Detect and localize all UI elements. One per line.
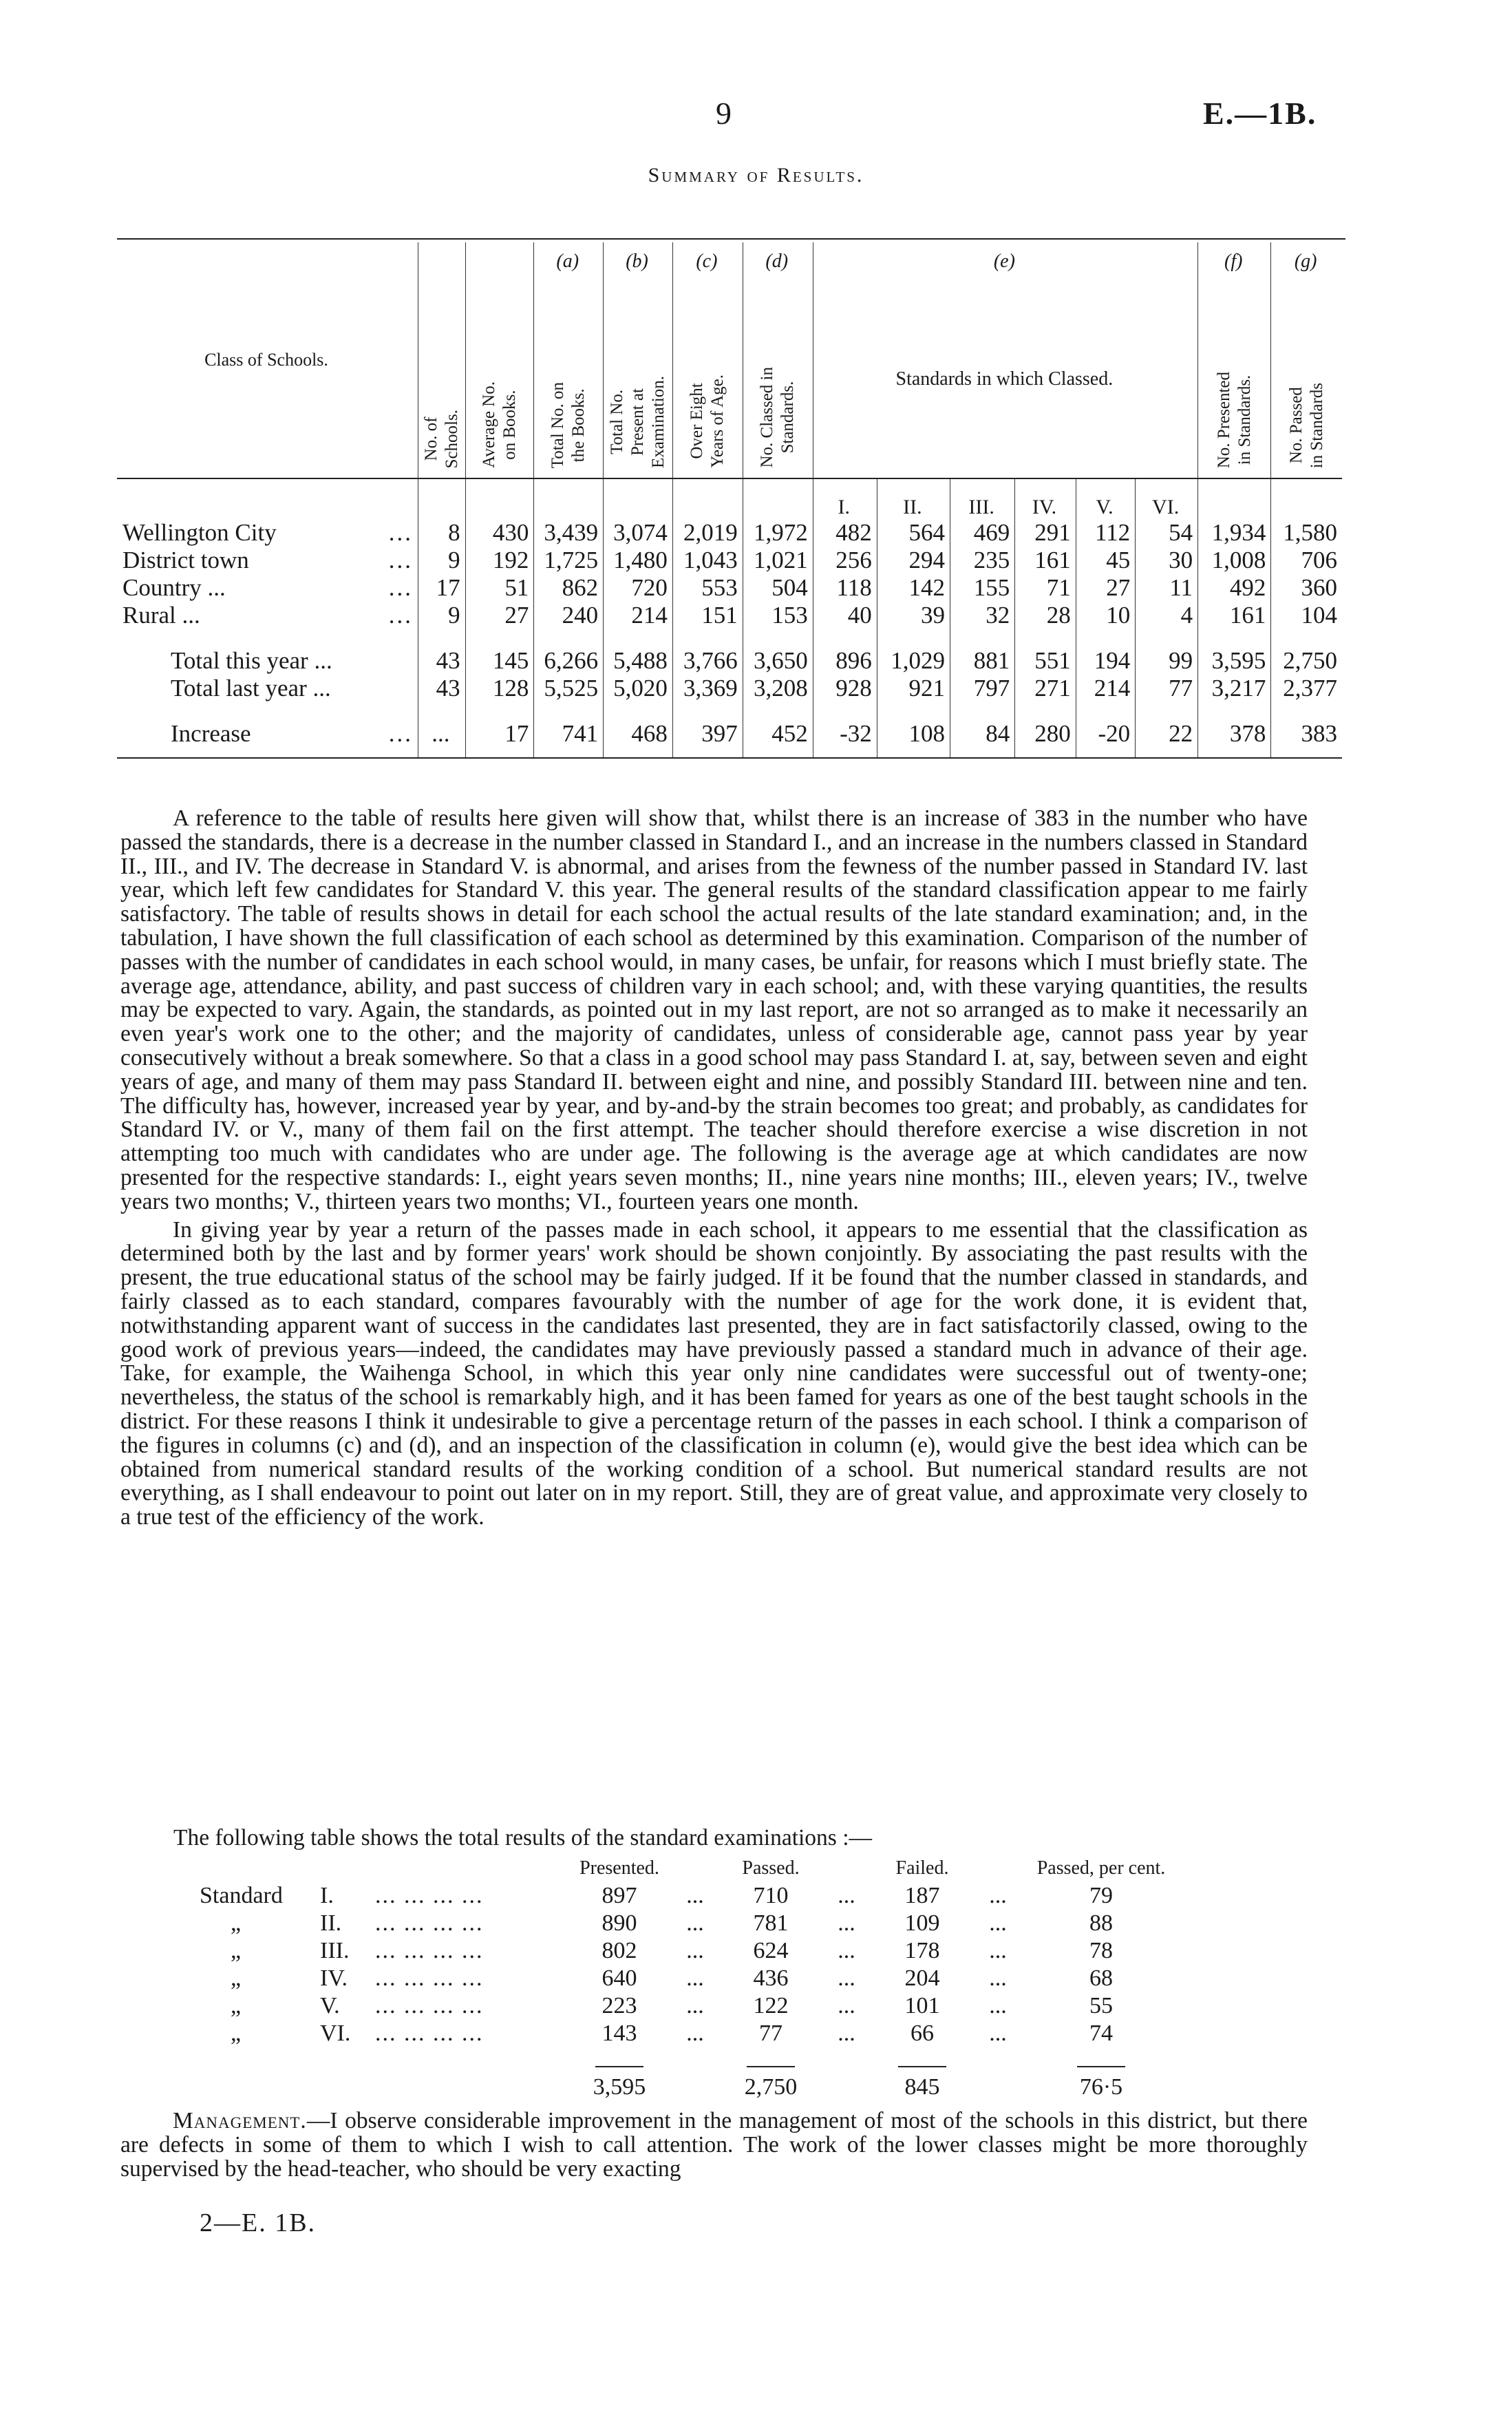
- table-cell: 2,019: [672, 519, 743, 547]
- presented-value: 223: [601, 1993, 637, 2018]
- table-cell: 4: [1136, 602, 1198, 629]
- leader-dots: ...: [388, 547, 413, 573]
- table-cell: 720: [604, 574, 673, 602]
- table-cell: 2,750: [1271, 647, 1342, 675]
- blank: [967, 2074, 1029, 2101]
- standard-numeral: V.: [1076, 478, 1135, 519]
- table-cell: 482: [813, 519, 877, 547]
- failed-value: 101: [904, 1993, 940, 2018]
- table-cell: 17: [465, 720, 534, 758]
- table-cell: 104: [1271, 602, 1342, 629]
- table-cell: 1,029: [877, 647, 950, 675]
- table-cell: 360: [1271, 574, 1342, 602]
- percent-value: 55: [1089, 1993, 1113, 2018]
- leader-dots: ...: [989, 1938, 1007, 1963]
- standard-table-intro: The following table shows the total results of the standard examinations :—: [173, 1825, 873, 1850]
- standard-prefix: „: [231, 2021, 242, 2046]
- blank: [816, 2074, 877, 2101]
- row-label: Total last year ...: [171, 675, 331, 702]
- table-cell: 45: [1076, 547, 1135, 574]
- table-cell: 271: [1015, 675, 1076, 702]
- total-rule: [1077, 2066, 1125, 2067]
- management-heading: Management.: [173, 2108, 307, 2133]
- presented-value: 802: [601, 1938, 637, 1963]
- col-letter: [465, 242, 534, 281]
- standards-classed-header: Standards in which Classed.: [813, 281, 1197, 478]
- leader-dots: ...: [989, 1993, 1007, 2018]
- table-cell: 3,766: [672, 647, 743, 675]
- table-cell: 797: [950, 675, 1015, 702]
- standard-numeral: V.: [320, 1993, 340, 2018]
- table-row: [117, 574, 1342, 602]
- presented-value: 890: [601, 1910, 637, 1936]
- table-cell: 161: [1198, 602, 1271, 629]
- percent-value: 79: [1089, 1883, 1113, 1908]
- standard-table-header-row: [200, 1857, 1173, 1882]
- paragraph: A reference to the table of results here given will show that, whilst there is an increase of 383 in the number who have passed the standards, there is a decrease in the number classed in Standard I., and an increase in the numbers classed in Standard II., III., and IV. The decrease in Standard V. is abnormal, and arises from the fewness of the number passed in Standard IV. last year, which left few candidates for Standard V. this year. The general results of the standard classification appear to me fairly satisfactory. The table of results shows in detail for each school the actual results of the late standard examination; and, in the tabulation, I have shown the full classification of each school as determined by this examination. Comparison of the number of passes with the number of candidates in each school would, in many cases, be unfair, for reasons which I must briefly state. The average age, attendance, ability, and past success of children vary in each school; and, with these varying quantities, the results may be expected to vary. Again, the standards, as pointed out in my last report, are not so arranged as to make it necessarily an even year's work one to the other; and the majority of candidates, unless of considerable age, cannot pass year by year consecutively without a break somewhere. So that a class in a good school may pass Standard I. at, say, between seven and eight years of age, and many of them may pass Standard II. between eight and nine, and possibly Standard III. between nine and ten. The difficulty has, however, increased year by year, and by-and-by the strain becomes too great; and probably, as candidates for Standard IV. or V., many of them fail on the first attempt. The teacher should therefore exercise a wise discretion in not attempting too much with candidates who are under age. The following is the average age at which candidates are now presented for the respective standards: I., eight years seven months; II., nine years nine months; III., eleven years; IV., twelve years two months; V., thirteen years two months; VI., fourteen years one month.: [120, 805, 1308, 1214]
- passed-total: 2,750: [744, 2074, 798, 2100]
- table-cell: ...: [418, 720, 466, 758]
- total-row: [117, 647, 1342, 675]
- table-cell: 1,972: [743, 519, 813, 547]
- table-cell: 118: [813, 574, 877, 602]
- passed-header: No. Passed in Standards: [1271, 281, 1342, 478]
- table-cell: 30: [1136, 547, 1198, 574]
- table-cell: 706: [1271, 547, 1342, 574]
- leader-dots: ...: [388, 602, 413, 629]
- table-top-rule: [117, 238, 1345, 240]
- table-cell: 397: [672, 720, 743, 758]
- classed-in-standards-header: No. Classed in Standards.: [743, 281, 813, 478]
- standard-row: [200, 1992, 1173, 2020]
- table-cell: 5,488: [604, 647, 673, 675]
- leader-dots: ...: [989, 2021, 1007, 2046]
- standard-prefix: Standard: [200, 1883, 283, 1908]
- table-cell: 161: [1015, 547, 1076, 574]
- table-cell: 291: [1015, 519, 1076, 547]
- spacer-row: [117, 629, 1342, 647]
- page-number: 9: [716, 96, 732, 131]
- standard-row: [200, 1937, 1173, 1965]
- table-cell: 469: [950, 519, 1015, 547]
- percent-value: 78: [1089, 1938, 1113, 1963]
- table-cell: 1,021: [743, 547, 813, 574]
- table-cell: 27: [465, 602, 534, 629]
- table-cell: 3,650: [743, 647, 813, 675]
- document-reference: E.—1B.: [1203, 96, 1317, 131]
- table-cell: 214: [1076, 675, 1135, 702]
- total-row: [117, 675, 1342, 702]
- table-cell: 504: [743, 574, 813, 602]
- row-label: Rural ... ...: [123, 602, 413, 629]
- leader-dots: ...: [838, 1910, 855, 1936]
- paragraph: In giving year by year a return of the passes made in each school, it appears to me essential that the classification as determined both by the last and by former years' work should be shown conjointly. By associating the past results with the present, the true educational status of the school may be fairly judged. If it be found that the number classed in standards, and fairly classed as to each standard, compares favourably with the number of age for the work done, it is evident that, notwithstanding apparent want of success in the candidates last presented, they are in fact satisfactorily classed, owing to the good work of previous years—indeed, the candidates may have previously passed a standard much in advance of their age. Take, for example, the Waihenga School, in which this year only nine candidates were successful out of twenty-one; nevertheless, the status of the school is remarkably high, and it has been famed for years as one of the best taught schools in the district. For these reasons I think it undesirable to give a percentage return of the passes in each school. I think a comparison of the figures in columns (c) and (d), and an inspection of the classification in column (e), would give the best idea which can be obtained from numerical standard results of the working condition of a school. But numerical standard results are not everything, as I shall endeavour to point out later on in my report. Still, they are of great value, and approximate very closely to a true test of the efficiency of the work.: [120, 1216, 1308, 1530]
- table-cell: 11: [1136, 574, 1198, 602]
- percent-value: 74: [1089, 2021, 1113, 2046]
- failed-value: 204: [904, 1965, 940, 1991]
- col-letter-a: (a): [534, 242, 604, 281]
- table-cell: 145: [465, 647, 534, 675]
- table-cell: 896: [813, 647, 877, 675]
- table-cell: 194: [1076, 647, 1135, 675]
- percent-value: 68: [1089, 1965, 1113, 1991]
- table-cell: 6,266: [534, 647, 604, 675]
- table-cell: 383: [1271, 720, 1342, 758]
- leader-dots: ...: [838, 1993, 855, 2018]
- table-cell: 10: [1076, 602, 1135, 629]
- letter-row: [117, 242, 1342, 281]
- percent-col-header: Passed, per cent.: [1036, 1857, 1166, 1879]
- leader-dots: ...: [686, 1910, 704, 1936]
- table-cell: 32: [950, 602, 1015, 629]
- total-on-books-header: Total No. on the Books.: [534, 281, 604, 478]
- table-row: [117, 602, 1342, 629]
- table-cell: 1,480: [604, 547, 673, 574]
- row-label: District town ...: [123, 547, 413, 573]
- leader-dots: ...: [838, 2021, 855, 2046]
- passed-value: 77: [759, 2021, 782, 2046]
- table-cell: 1,934: [1198, 519, 1271, 547]
- blank: [200, 2074, 320, 2101]
- table-cell: 240: [534, 602, 604, 629]
- leader-dots: ...: [388, 574, 413, 601]
- table-cell: 921: [877, 675, 950, 702]
- leader-dots: ...: [989, 1965, 1007, 1991]
- table-cell: 17: [418, 574, 466, 602]
- table-cell: 5,020: [604, 675, 673, 702]
- leader-dots: ... ... ... ...: [375, 1965, 484, 1991]
- standard-numeral: IV.: [1015, 478, 1076, 519]
- table-cell: 1,008: [1198, 547, 1271, 574]
- table-cell: 3,074: [604, 519, 673, 547]
- table-cell: 51: [465, 574, 534, 602]
- table-cell: 1,580: [1271, 519, 1342, 547]
- footer-reference: 2—E. 1B.: [200, 2208, 317, 2237]
- blank: [664, 2074, 726, 2101]
- blank: [320, 2074, 375, 2101]
- presented-value: 897: [601, 1883, 637, 1908]
- table-cell: 71: [1015, 574, 1076, 602]
- table-cell: 9: [418, 547, 466, 574]
- table-cell: 39: [877, 602, 950, 629]
- presented-col-header: Presented.: [579, 1857, 659, 1879]
- leader-dots: ...: [686, 1993, 704, 2018]
- table-cell: 40: [813, 602, 877, 629]
- table-cell: 378: [1198, 720, 1271, 758]
- row-label: Increase ...: [117, 720, 418, 758]
- table-cell: 43: [418, 675, 466, 702]
- failed-value: 109: [904, 1910, 940, 1936]
- leader-dots: ...: [388, 720, 413, 747]
- presented-total: 3,595: [593, 2074, 646, 2100]
- table-row: [117, 519, 1342, 547]
- standard-row: [200, 1882, 1173, 1910]
- table-cell: -32: [813, 720, 877, 758]
- leader-dots: ... ... ... ...: [375, 1938, 484, 1963]
- standard-numeral: II.: [877, 478, 950, 519]
- leader-dots: ...: [388, 519, 413, 546]
- schools-count-header: No. of Schools.: [418, 281, 466, 478]
- table-cell: 27: [1076, 574, 1135, 602]
- average-on-books-header: Average No. on Books.: [465, 281, 534, 478]
- leader-dots: ... ... ... ...: [375, 2021, 484, 2046]
- standards-numeral-row: [117, 478, 1342, 519]
- standard-row: [200, 2020, 1173, 2047]
- total-rule: [595, 2066, 643, 2067]
- failed-total: 845: [904, 2074, 940, 2100]
- table-cell: 214: [604, 602, 673, 629]
- table-cell: 1,725: [534, 547, 604, 574]
- page-title: Summary of Results.: [648, 164, 864, 187]
- increase-row: [117, 720, 1342, 758]
- leader-dots: ... ... ... ...: [375, 1883, 484, 1908]
- total-rule: [898, 2066, 946, 2067]
- table-cell: 862: [534, 574, 604, 602]
- present-at-exam-header: Total No. Present at Examination.: [604, 281, 673, 478]
- table-cell: 235: [950, 547, 1015, 574]
- passed-value: 710: [753, 1883, 789, 1908]
- table-cell: 3,217: [1198, 675, 1271, 702]
- passed-value: 122: [753, 1993, 789, 2018]
- table-cell: 3,439: [534, 519, 604, 547]
- table-cell: 54: [1136, 519, 1198, 547]
- row-label: Country ... ...: [123, 574, 413, 601]
- table-cell: 1,043: [672, 547, 743, 574]
- col-letter: [418, 242, 466, 281]
- body-text: [120, 807, 1308, 1534]
- failed-value: 66: [911, 2021, 934, 2046]
- table-cell: 43: [418, 647, 466, 675]
- leader-dots: ...: [838, 1938, 855, 1963]
- table-cell: 22: [1136, 720, 1198, 758]
- total-rule-row: [200, 2047, 1173, 2074]
- failed-value: 178: [904, 1938, 940, 1963]
- table-row: [117, 547, 1342, 574]
- table-cell: 452: [743, 720, 813, 758]
- standard-prefix: „: [231, 1965, 242, 1991]
- col-letter-d: (d): [743, 242, 813, 281]
- table-cell: 8: [418, 519, 466, 547]
- standard-prefix: „: [231, 1938, 242, 1963]
- table-cell: 468: [604, 720, 673, 758]
- standard-total-row: [200, 2074, 1173, 2101]
- passed-value: 624: [753, 1938, 789, 1963]
- standard-numeral: I.: [813, 478, 877, 519]
- col-letter-b: (b): [604, 242, 673, 281]
- row-label: Total this year ...: [171, 647, 332, 674]
- standard-row: [200, 1965, 1173, 1992]
- col-letter-c: (c): [672, 242, 743, 281]
- percent-total: 76·5: [1079, 2074, 1123, 2100]
- table-cell: 280: [1015, 720, 1076, 758]
- passed-value: 436: [753, 1965, 789, 1991]
- table-cell: 9: [418, 602, 466, 629]
- table-cell: 3,208: [743, 675, 813, 702]
- standard-numeral: II.: [320, 1910, 342, 1936]
- table-cell: 128: [465, 675, 534, 702]
- table-cell: 99: [1136, 647, 1198, 675]
- table-cell: 5,525: [534, 675, 604, 702]
- standard-numeral: IV.: [320, 1965, 348, 1991]
- table-cell: 551: [1015, 647, 1076, 675]
- standard-numeral: I.: [320, 1883, 334, 1908]
- standard-prefix: „: [231, 1993, 242, 2018]
- table-cell: 430: [465, 519, 534, 547]
- class-of-schools-header: Class of Schools.: [204, 350, 328, 370]
- table-cell: 77: [1136, 675, 1198, 702]
- table-cell: 84: [950, 720, 1015, 758]
- summary-results-table: [117, 242, 1342, 759]
- leader-dots: ...: [838, 1883, 855, 1908]
- leader-dots: ...: [686, 1965, 704, 1991]
- over-eight-header: Over Eight Years of Age.: [672, 281, 743, 478]
- table-cell: 492: [1198, 574, 1271, 602]
- table-cell: 881: [950, 647, 1015, 675]
- presented-value: 143: [601, 2021, 637, 2046]
- passed-value: 781: [753, 1910, 789, 1936]
- table-cell: 153: [743, 602, 813, 629]
- presented-value: 640: [601, 1965, 637, 1991]
- standard-numeral: III.: [950, 478, 1015, 519]
- col-letter-f: (f): [1198, 242, 1271, 281]
- standard-numeral: VI.: [1136, 478, 1198, 519]
- leader-dots: ... ... ... ...: [375, 1993, 484, 2018]
- total-rule: [747, 2066, 795, 2067]
- leader-dots: ... ... ... ...: [375, 1910, 484, 1936]
- percent-value: 88: [1089, 1910, 1113, 1936]
- table-cell: 2,377: [1271, 675, 1342, 702]
- standard-examination-table: [200, 1857, 1173, 2101]
- standard-row: [200, 1910, 1173, 1937]
- failed-col-header: Failed.: [895, 1857, 949, 1879]
- table-cell: 741: [534, 720, 604, 758]
- table-cell: 3,595: [1198, 647, 1271, 675]
- table-cell: 142: [877, 574, 950, 602]
- table-cell: 3,369: [672, 675, 743, 702]
- row-label: Wellington City ...: [123, 519, 413, 546]
- standard-numeral: VI.: [320, 2021, 351, 2046]
- management-paragraph: [120, 2109, 1308, 2181]
- failed-value: 187: [904, 1883, 940, 1908]
- leader-dots: ...: [686, 2021, 704, 2046]
- table-cell: 928: [813, 675, 877, 702]
- presented-header: No. Presented in Standards.: [1198, 281, 1271, 478]
- spacer-row: [117, 702, 1342, 720]
- leader-dots: ...: [989, 1883, 1007, 1908]
- table-cell: 155: [950, 574, 1015, 602]
- leader-dots: ...: [989, 1910, 1007, 1936]
- col-letter-g: (g): [1271, 242, 1342, 281]
- table-cell: 256: [813, 547, 877, 574]
- standard-prefix: „: [231, 1910, 242, 1936]
- table-cell: 28: [1015, 602, 1076, 629]
- leader-dots: ...: [686, 1883, 704, 1908]
- management-text: —I observe considerable improvement in the management of most of the schools in this district, but there are defects in some of them to which I wish to call attention. The work of the lower classes might be more thoroughly supervised by the head-teacher, who should be very exacting: [120, 2108, 1308, 2182]
- leader-dots: ...: [838, 1965, 855, 1991]
- table-cell: -20: [1076, 720, 1135, 758]
- table-cell: 294: [877, 547, 950, 574]
- leader-dots: ...: [686, 1938, 704, 1963]
- passed-col-header: Passed.: [742, 1857, 800, 1879]
- table-cell: 192: [465, 547, 534, 574]
- blank: [375, 2074, 575, 2101]
- table-cell: 151: [672, 602, 743, 629]
- table-cell: 564: [877, 519, 950, 547]
- table-cell: 553: [672, 574, 743, 602]
- standard-numeral: III.: [320, 1938, 350, 1963]
- col-letter-e: (e): [813, 242, 1197, 281]
- table-cell: 112: [1076, 519, 1135, 547]
- table-cell: 108: [877, 720, 950, 758]
